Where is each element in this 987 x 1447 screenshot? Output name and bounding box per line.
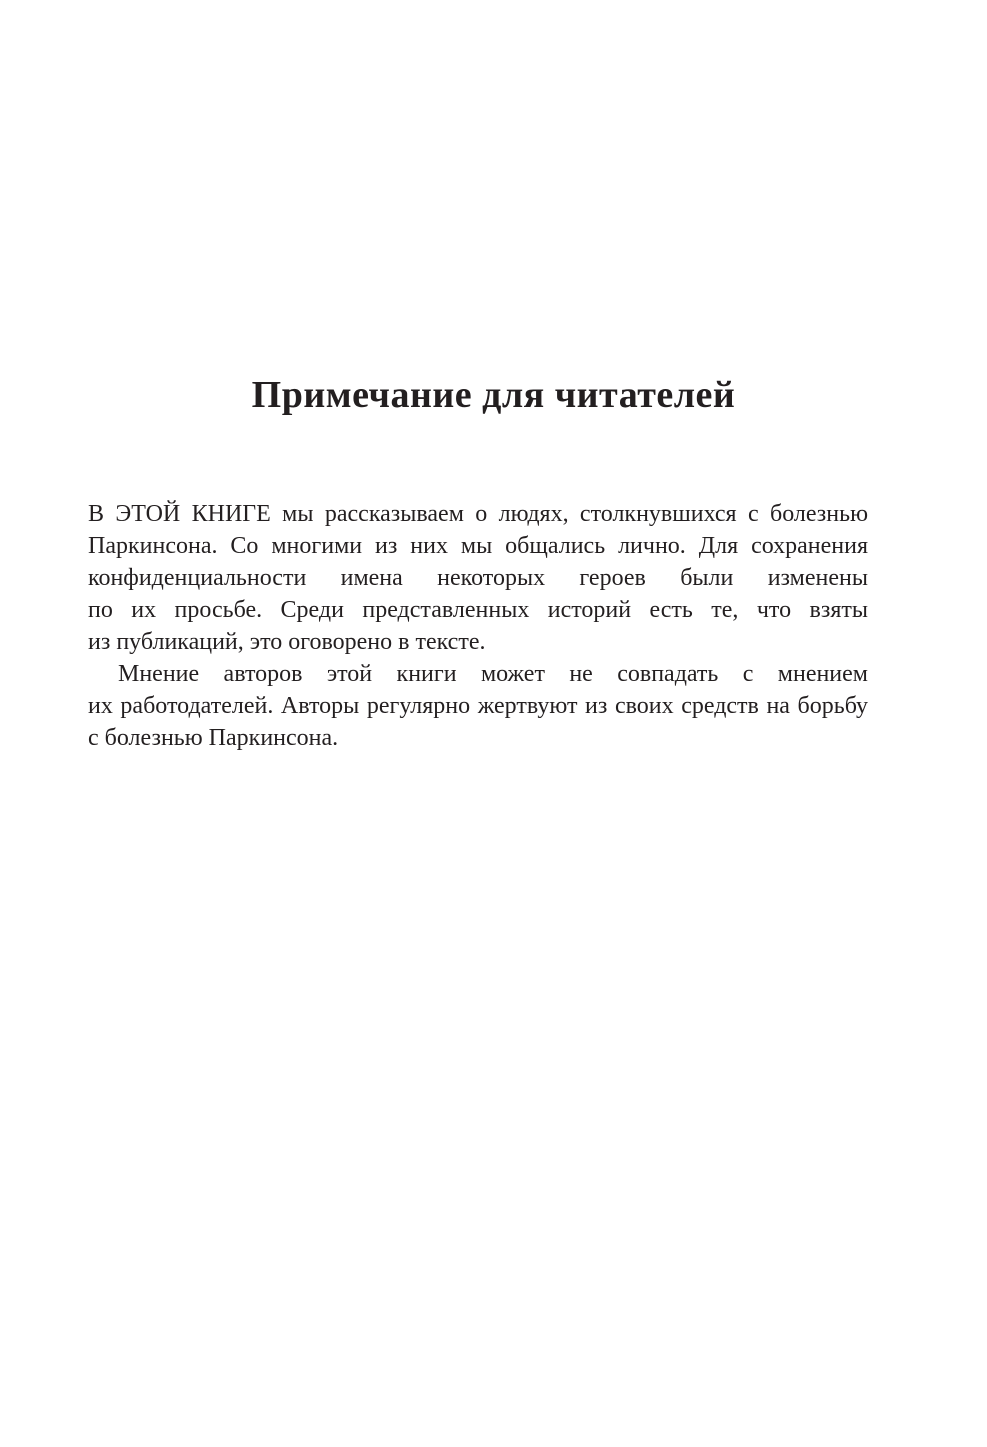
text-line: Паркинсона. Со многими из них мы общались лично. Для сохранения	[88, 533, 868, 559]
text-line: с болезнью Паркинсона.	[88, 725, 339, 751]
text-line: по их просьбе. Среди представленных историй есть те, что взяты	[88, 597, 868, 623]
text-line: их работодателей. Авторы регулярно жертвуют из своих средств на борьбу	[88, 693, 868, 719]
text-line: конфиденциальности имена некоторых героев были изменены	[88, 565, 868, 591]
paragraph	[88, 498, 868, 658]
text-line: из публикаций, это оговорено в тексте.	[88, 629, 486, 655]
text-line: Мнение авторов этой книги может не совпадать с мнением	[118, 661, 868, 687]
text-line: В ЭТОЙ КНИГЕ мы рассказываем о людях, столкнувшихся с болезнью	[88, 501, 868, 527]
paragraph	[88, 658, 868, 754]
page-title: Примечание для читателей	[251, 374, 736, 416]
body-text	[88, 498, 868, 754]
